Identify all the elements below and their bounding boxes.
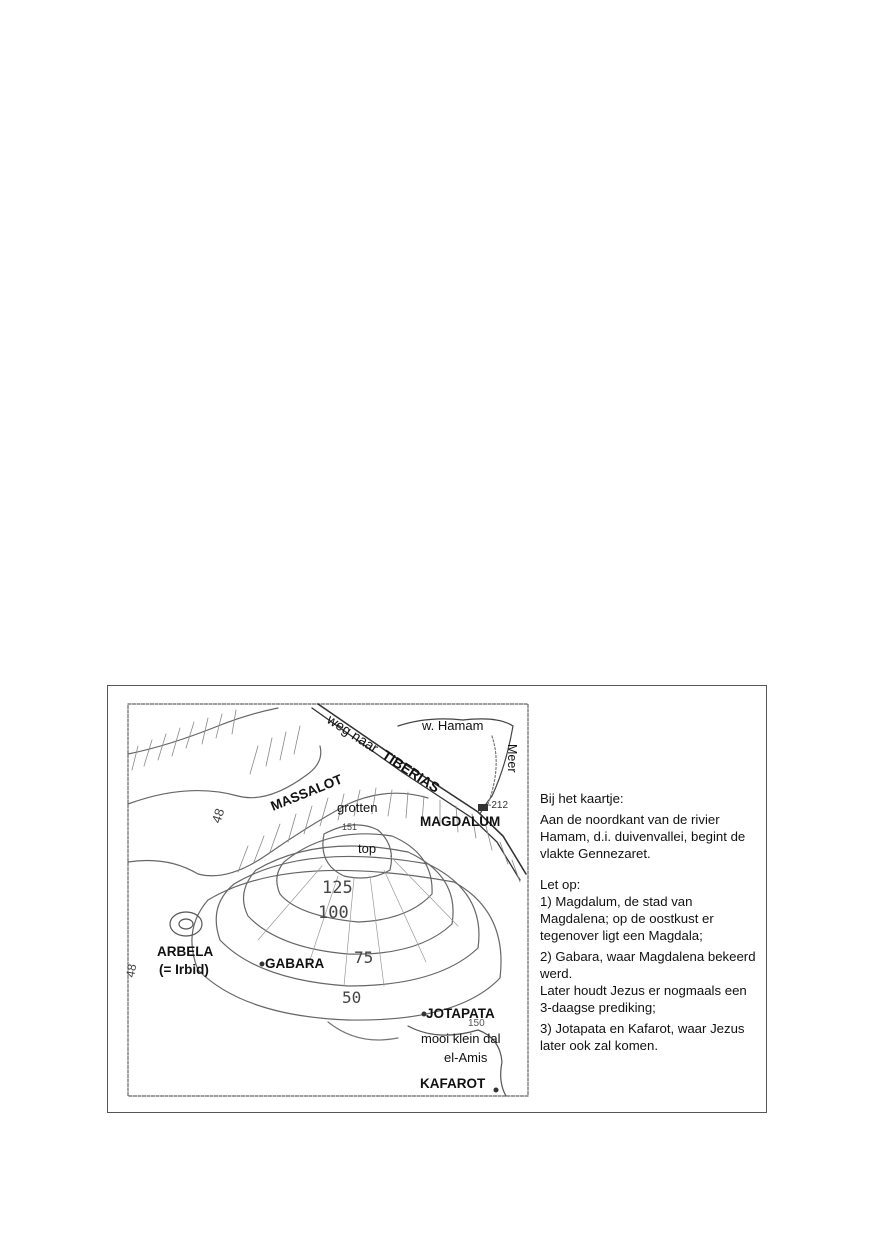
notes-item-2b: Later houdt Jezus er nogmaals een 3-daagse prediking;: [540, 983, 747, 1015]
dal-label-line2: el-Amis: [444, 1050, 488, 1065]
map-figure: [107, 685, 767, 1113]
meer-label: Meer: [505, 744, 519, 773]
map-notes: [540, 790, 760, 1058]
notes-letop: Let op:: [540, 877, 581, 892]
contour-label-125: 125: [322, 878, 353, 898]
notes-item-3: 3) Jotapata en Kafarot, waar Jezus later ook zal komen.: [540, 1021, 745, 1053]
place-kafarot: KAFAROT: [420, 1076, 486, 1091]
place-irbid: (= Irbid): [159, 962, 209, 977]
notes-intro: Aan de noordkant van de rivier Hamam, d.i. duivenvallei, begint de vlakte Gennezaret.: [540, 812, 746, 861]
notes-title: Bij het kaartje:: [540, 791, 624, 806]
contour-label-50: 50: [342, 988, 362, 1007]
notes-item-1: 1) Magdalum, de stad van Magdalena; op de oostkust er tegenover ligt een Magdala;: [540, 894, 714, 943]
grotten-label: grotten: [337, 800, 378, 815]
top-label: top: [358, 841, 377, 856]
spot-height-east: -212: [488, 800, 509, 811]
kafarot-marker: [494, 1088, 499, 1093]
wadi-hamam-label: w. Hamam: [422, 718, 484, 733]
place-arbela: ARBELA: [157, 944, 214, 959]
contour-label-100: 100: [318, 903, 349, 923]
place-magdalum: MAGDALUM: [420, 814, 501, 829]
spot-height-summit: 151: [342, 822, 358, 832]
place-massalot: MASSALOT: [268, 771, 345, 814]
dal-label-line1: mooi klein dal: [421, 1031, 501, 1046]
place-jotapata: JOTAPATA: [426, 1006, 495, 1021]
spot-height-south: 150: [468, 1018, 485, 1029]
notes-item-2: 2) Gabara, waar Magdalena bekeerd werd.: [540, 949, 756, 981]
gabara-marker: [260, 962, 265, 967]
road-label: weg naar TIBERIAS: [324, 711, 443, 796]
contour-label-75: 75: [354, 948, 374, 967]
arbela-circle: [170, 912, 202, 936]
magdalum-marker: [478, 804, 488, 811]
place-gabara: GABARA: [265, 956, 325, 971]
spot-height-west: 48: [208, 806, 228, 825]
spot-height-west2: 48: [123, 962, 140, 979]
